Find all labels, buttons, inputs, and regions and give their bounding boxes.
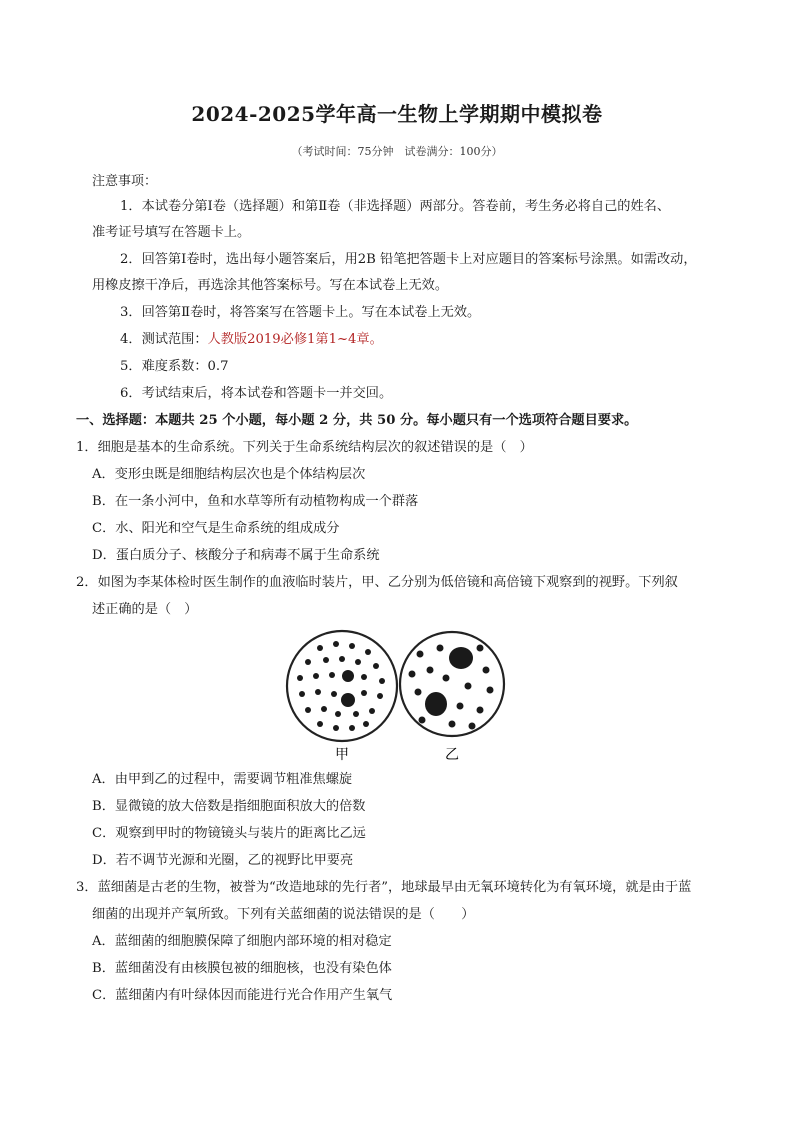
note-item-1: 1．本试卷分第Ⅰ卷（选择题）和第Ⅱ卷（非选择题）两部分。答卷前，考生务必将自己的姓名、 [120, 199, 671, 214]
question-2-option-c: C．观察到甲时的物镜镜头与装片的距离比乙远 [92, 826, 366, 841]
question-1-option-b: B．在一条小河中，鱼和水草等所有动植物构成一个群落 [92, 494, 419, 509]
question-1-option-d: D．蛋白质分子、核酸分子和病毒不属于生命系统 [92, 548, 380, 563]
microscope-figure [280, 626, 520, 766]
question-2-option-d: D．若不调节光源和光圈，乙的视野比甲要亮 [92, 853, 354, 868]
question-1-option-c: C．水、阳光和空气是生命系统的组成成分 [92, 521, 340, 536]
question-1-stem: 1．细胞是基本的生命系统。下列关于生命系统结构层次的叙述错误的是（ ） [76, 440, 533, 455]
note-item-5: 5．难度系数：0.7 [120, 359, 229, 374]
question-3-option-b: B．蓝细菌没有由核膜包被的细胞核，也没有染色体 [92, 961, 392, 976]
notes-heading: 注意事项： [92, 174, 158, 189]
note-item-4 [120, 330, 383, 350]
exam-info: （考试时间：75分钟 试卷满分：100分） [291, 145, 503, 158]
figure-label-yi: 乙 [445, 747, 459, 763]
figure-label-jia: 甲 [335, 747, 349, 763]
note-item-3: 3．回答第Ⅱ卷时，将答案写在答题卡上。写在本试卷上无效。 [120, 305, 481, 320]
question-3-option-a: A．蓝细菌的细胞膜保障了细胞内部环境的相对稳定 [92, 934, 392, 949]
section-heading: 一、选择题：本题共 25 个小题，每小题 2 分，共 50 分。每小题只有一个选项符合题目要求。 [76, 413, 638, 428]
question-3-stem: 3．蓝细菌是古老的生物，被誉为“改造地球的先行者”，地球最早由无氧环境转化为有氧环境，就是由于蓝 [76, 880, 692, 895]
question-2-option-a: A．由甲到乙的过程中，需要调节粗准焦螺旋 [92, 772, 353, 787]
question-1-option-a: A．变形虫既是细胞结构层次也是个体结构层次 [92, 467, 366, 482]
note-item-4-label: 4．测试范围： [120, 332, 208, 347]
question-3-stem-cont: 细菌的出现并产氧所致。下列有关蓝细菌的说法错误的是（ ） [92, 907, 475, 922]
note-item-2-cont: 用橡皮擦干净后，再选涂其他答案标号。写在本试卷上无效。 [92, 278, 449, 293]
question-2-stem: 2．如图为李某体检时医生制作的血液临时装片，甲、乙分别为低倍镜和高倍镜下观察到的视野。下列叙 [76, 575, 678, 590]
field-jia [287, 631, 397, 741]
question-2-option-b: B．显微镜的放大倍数是指细胞面积放大的倍数 [92, 799, 366, 814]
question-3-option-c: C．蓝细菌内有叶绿体因而能进行光合作用产生氧气 [92, 988, 393, 1003]
note-item-1-cont: 准考证号填写在答题卡上。 [92, 225, 251, 240]
question-2-stem-cont: 述正确的是（ ） [92, 602, 198, 617]
note-item-2: 2．回答第Ⅰ卷时，选出每小题答案后，用2B 铅笔把答题卡上对应题目的答案标号涂黑。如需改动， [120, 252, 697, 267]
field-yi [400, 632, 504, 736]
page-title: 2024-2025学年高一生物上学期期中模拟卷 [191, 102, 603, 126]
note-item-4-range: 人教版2019必修1第1~4章。 [207, 332, 383, 347]
note-item-6: 6．考试结束后，将本试卷和答题卡一并交回。 [120, 386, 393, 401]
